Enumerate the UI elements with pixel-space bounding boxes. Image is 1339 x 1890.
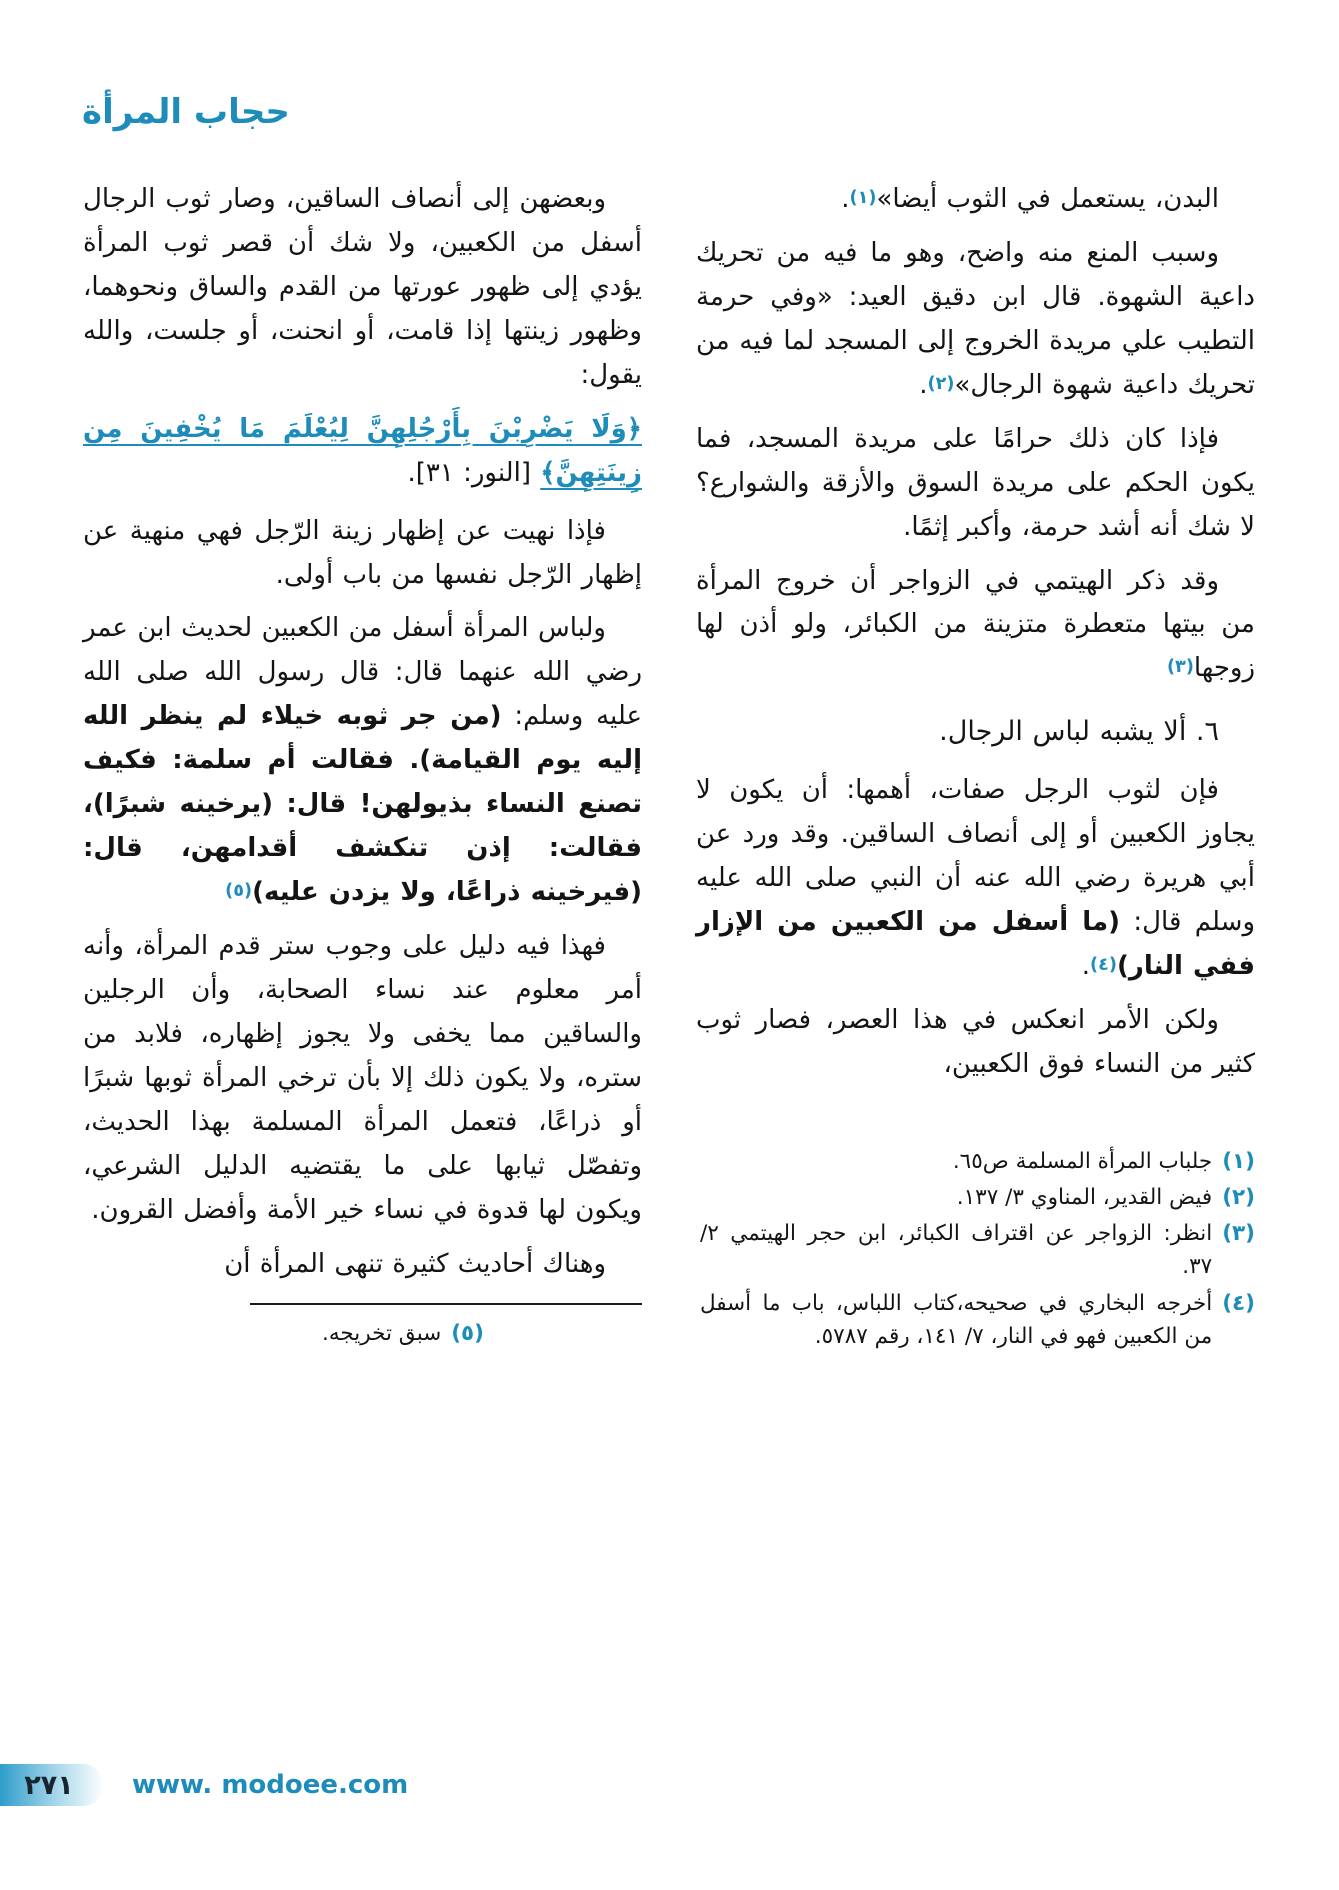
page-number-bar — [0, 1764, 104, 1806]
text-segment: ولباس المرأة أسفل من الكعبين لحديث ابن عمر رضي الله عنهما قال: قال رسول الله صلى الله عليه وسلم: — [83, 613, 642, 732]
footnote — [700, 1145, 1255, 1178]
footnote-separator — [250, 1303, 642, 1305]
paragraph — [83, 925, 642, 1233]
website-link[interactable]: www. modoee.com — [132, 1770, 409, 1800]
text-segment: فإذا كان ذلك حرامًا على مريدة المسجد، فما يكون الحكم على مريدة السوق والأزقة والشوارع؟ لا شك أنه أشد حرمة، وأكبر إثمًا. — [696, 423, 1255, 542]
footnote-marker: (٤) — [1090, 954, 1117, 975]
paragraph — [696, 418, 1255, 550]
footnote — [700, 1181, 1255, 1214]
text-segment: البدن، يستعمل في الثوب أيضا» — [876, 184, 1219, 214]
footnote-number: (٣) — [1222, 1221, 1255, 1247]
footnote-number: (٤) — [1222, 1290, 1255, 1316]
paragraph — [696, 560, 1255, 692]
text-segment: . — [841, 184, 850, 214]
footnote-marker: (١) — [849, 188, 877, 208]
column-left — [83, 178, 642, 1353]
page-content — [83, 178, 1255, 1356]
footnote-text: جلباب المرأة المسلمة ص٦٥. — [952, 1148, 1213, 1174]
footnote — [700, 1287, 1255, 1354]
right-column-footnotes — [696, 1145, 1255, 1354]
footnote-number: (١) — [1222, 1148, 1255, 1174]
section-item-heading — [696, 709, 1255, 755]
footnote-text: سبق تخريجه. — [322, 1320, 442, 1346]
footnote-marker: (٢) — [927, 373, 955, 394]
text-segment: ٦. ألا يشبه لباس الرجال. — [939, 716, 1219, 748]
footnote-text: أخرجه البخاري في صحيحه،كتاب اللباس، باب ما أسفل من الكعبين فهو في النار، ٧/ ١٤١، رقم ٥٧٨٧. — [700, 1290, 1213, 1350]
paragraph — [696, 232, 1255, 408]
column-right — [696, 178, 1255, 1356]
text-segment: وهناك أحاديث كثيرة تنهى المرأة أن — [224, 1248, 606, 1279]
text-segment: وبعضهن إلى أنصاف الساقين، وصار ثوب الرجال أسفل من الكعبين، ولا شك أن قصر ثوب المرأة يؤدي إلى ظهور عورتها من القدم والساق ونحوهما، وظهور زينتها إذا قامت، أو انحنت، أو جلست، والله يقول: — [83, 184, 642, 390]
quran-verse-paragraph — [83, 408, 642, 496]
text-segment: . — [1081, 950, 1091, 981]
left-column-footnotes — [83, 1317, 642, 1350]
text-segment: ولكن الأمر انعكس في هذا العصر، فصار ثوب كثير من النساء فوق الكعبين، — [696, 1004, 1255, 1079]
hadith-text: (من جر ثوبه خيلاء لم ينظر الله إليه يوم القيامة). فقالت أم سلمة: فكيف تصنع النساء بذيولهن! قال: (يرخينه شبرًا)، فقالت: إذن تنكشف أقدامهن، قال: (فيرخينه ذراعًا، ولا يزدن عليه) — [83, 701, 642, 908]
paragraph — [696, 178, 1255, 222]
quran-text: ﴿وَلَا يَضْرِبْنَ بِأَرْجُلِهِنَّ لِيُعْلَمَ مَا يُخْفِينَ مِن زِينَتِهِنَّ﴾ — [83, 413, 642, 488]
paragraph — [83, 510, 642, 598]
paragraph — [696, 999, 1255, 1087]
paragraph — [83, 1243, 642, 1287]
footnote-number: (٢) — [1222, 1184, 1255, 1210]
text-segment: . — [919, 369, 928, 400]
footnote-number: (٥) — [451, 1320, 484, 1346]
paragraph — [696, 769, 1255, 989]
right-column-paragraphs — [696, 178, 1255, 1087]
text-segment: فإن لثوب الرجل صفات، أهمها: أن يكون لا يجاوز الكعبين أو إلى أنصاف الساقين. وقد ورد عن أبي هريرة رضي الله عنه أن النبي صلى الله عليه وسلم قال: — [696, 774, 1255, 937]
page-number: ٢٧١ — [24, 1769, 74, 1801]
footnote — [83, 1317, 642, 1350]
text-segment: [النور: ٣١]. — [407, 457, 541, 488]
footnote-marker: (٣) — [1166, 657, 1194, 678]
text-segment: وقد ذكر الهيتمي في الزواجر أن خروج المرأة من بيتها متعطرة متزينة من الكبائر، ولو أذن لها زوجها — [696, 565, 1255, 684]
footnote-text: انظر: الزواجر عن اقتراف الكبائر، ابن حجر الهيتمي ٢/ ٣٧. — [700, 1221, 1213, 1280]
footnote-text: فيض القدير، المناوي ٣/ ١٣٧. — [956, 1184, 1213, 1210]
paragraph — [83, 607, 642, 915]
footnote — [700, 1217, 1255, 1284]
text-segment: فهذا فيه دليل على وجوب ستر قدم المرأة، وأنه أمر معلوم عند نساء الصحابة، وأن الرجلين والساقين مما يخفى ولا يجوز إظهاره، فلابد من ستره، ولا يكون ذلك إلا بأن ترخي المرأة ثوبها شبرًا أو ذراعًا، فتعمل المرأة المسلمة بهذا الحديث، وتفصّل ثيابها على ما يقتضيه الدليل الشرعي، ويكون لها قدوة في نساء خير الأمة وأفضل القرون. — [83, 931, 642, 1225]
text-segment: فإذا نهيت عن إظهار زينة الرّجل فهي منهية عن إظهار الرّجل نفسها من باب أولى. — [83, 515, 642, 590]
left-column-paragraphs — [83, 178, 642, 1287]
paragraph — [83, 178, 642, 398]
chapter-title: حجاب المرأة — [82, 92, 290, 132]
text-segment: وسبب المنع منه واضح، وهو ما فيه من تحريك داعية الشهوة. قال ابن دقيق العيد: «وفي حرمة التطيب علي مريدة الخروج إلى المسجد لما فيه من تحريك داعية شهوة الرجال» — [696, 237, 1255, 400]
footnote-marker: (٥) — [225, 881, 253, 902]
hadith-text: (ما أسفل من الكعبين من الإزار ففي النار) — [696, 906, 1255, 981]
